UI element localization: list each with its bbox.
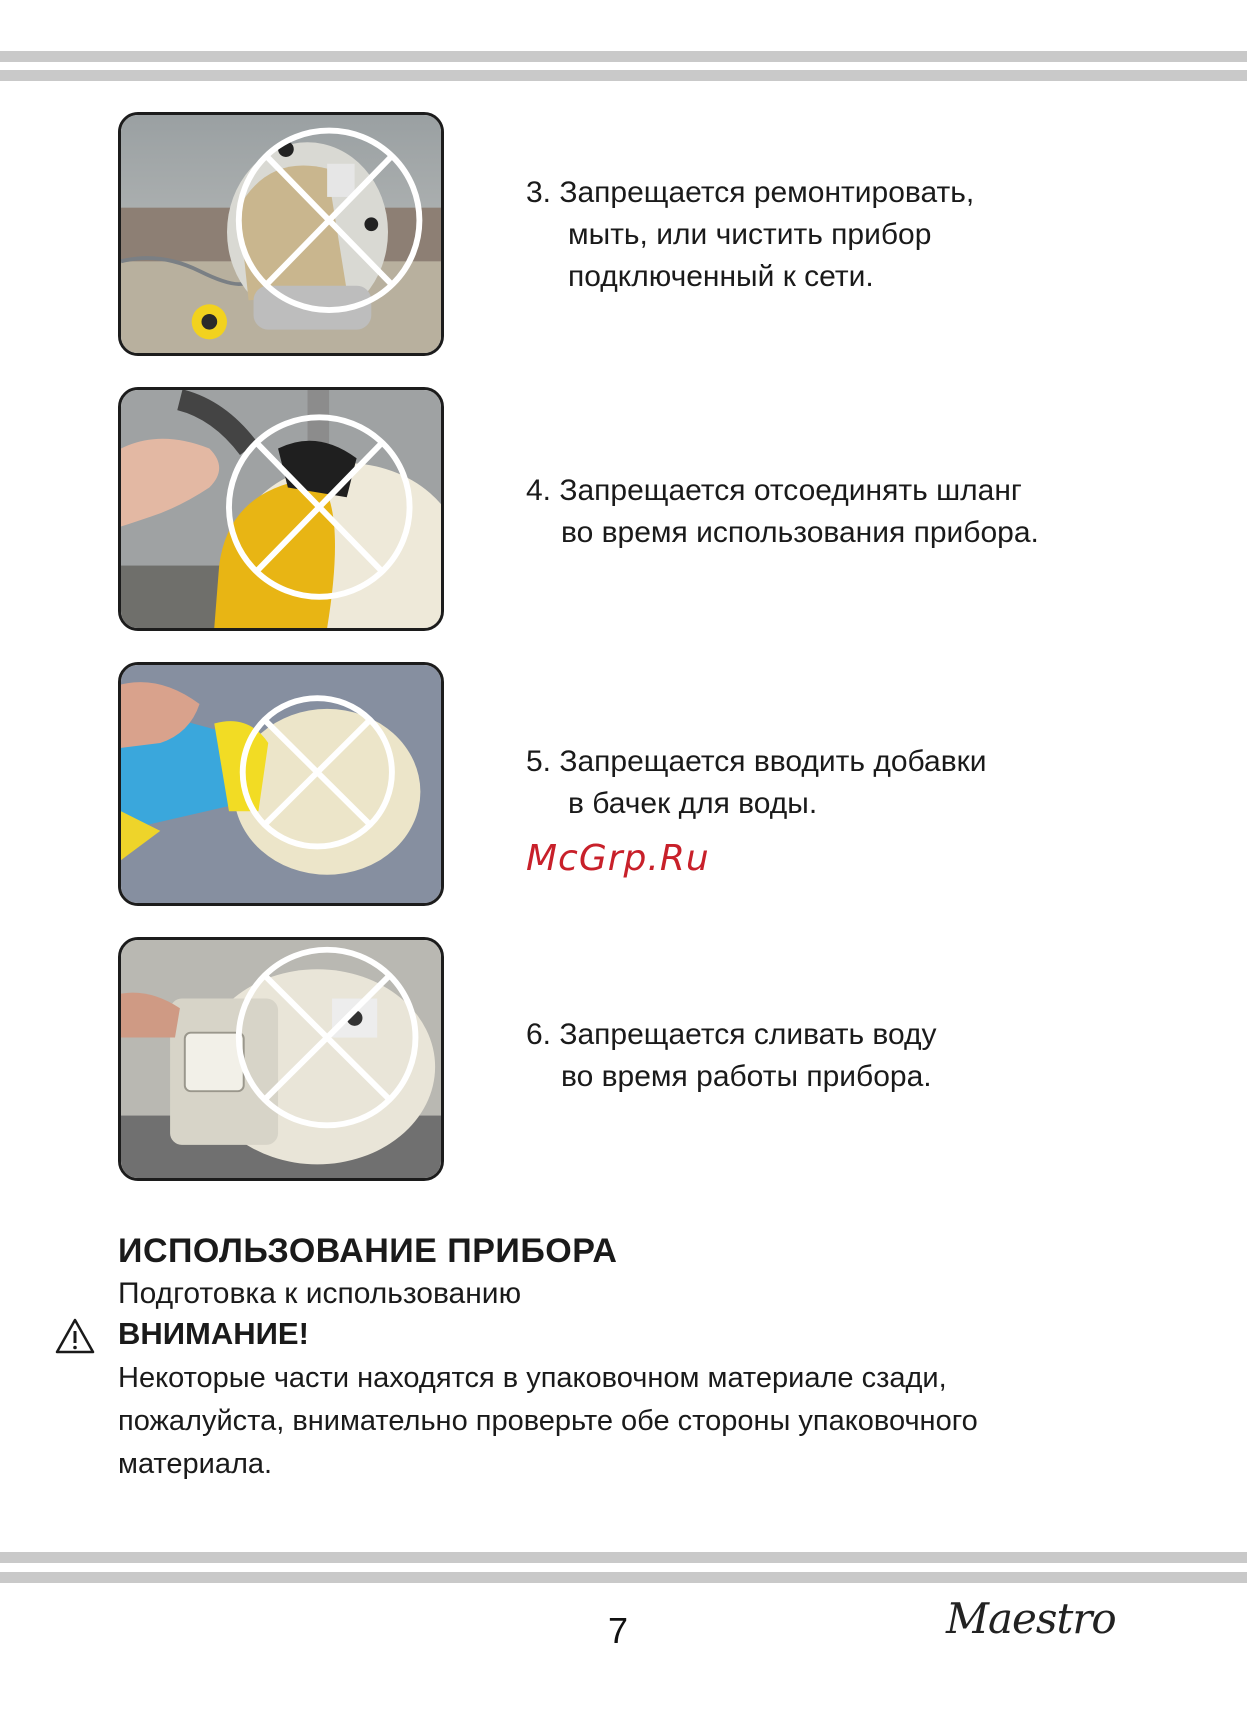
section-subheading: Подготовка к использованию xyxy=(118,1277,522,1310)
page-number: 7 xyxy=(608,1610,629,1651)
item-line: подключенный к сети. xyxy=(568,260,874,293)
item-line: 4. Запрещается отсоединять шланг xyxy=(526,474,1022,507)
warning-label: ВНИМАНИЕ! xyxy=(118,1316,309,1351)
section-heading: ИСПОЛЬЗОВАНИЕ ПРИБОРА xyxy=(118,1232,618,1270)
warning-item-6 xyxy=(526,1014,1166,1098)
photo-drain-water xyxy=(118,937,444,1181)
warning-item-4 xyxy=(526,470,1166,554)
item-line: 6. Запрещается сливать воду xyxy=(526,1018,937,1051)
body-line: материала. xyxy=(118,1448,273,1480)
item-line: во время работы прибора. xyxy=(561,1060,932,1093)
item-line: 5. Запрещается вводить добавки xyxy=(526,745,987,778)
photo-detach-hose xyxy=(118,387,444,631)
item-line: во время использования прибора. xyxy=(561,516,1039,549)
photo-additives-tank xyxy=(118,662,444,906)
warning-triangle-icon xyxy=(55,1318,95,1354)
item-line: в бачек для воды. xyxy=(568,787,818,820)
body-line: пожалуйста, внимательно проверьте обе стороны упаковочного xyxy=(118,1405,978,1437)
item-line: мыть, или чистить прибор xyxy=(568,218,932,251)
top-rule xyxy=(0,70,1247,81)
top-rule xyxy=(0,51,1247,62)
watermark: McGrp.Ru xyxy=(526,838,710,879)
warning-item-5 xyxy=(526,741,1166,825)
brand-logo: Maestro xyxy=(946,1594,1116,1643)
bottom-rule xyxy=(0,1552,1247,1563)
warning-item-3 xyxy=(526,172,1166,298)
body-line: Некоторые части находятся в упаковочном материале сзади, xyxy=(118,1362,947,1394)
bottom-rule xyxy=(0,1572,1247,1583)
item-line: 3. Запрещается ремонтировать, xyxy=(526,176,975,209)
warning-body xyxy=(118,1357,1198,1486)
photo-repair-plugged xyxy=(118,112,444,356)
